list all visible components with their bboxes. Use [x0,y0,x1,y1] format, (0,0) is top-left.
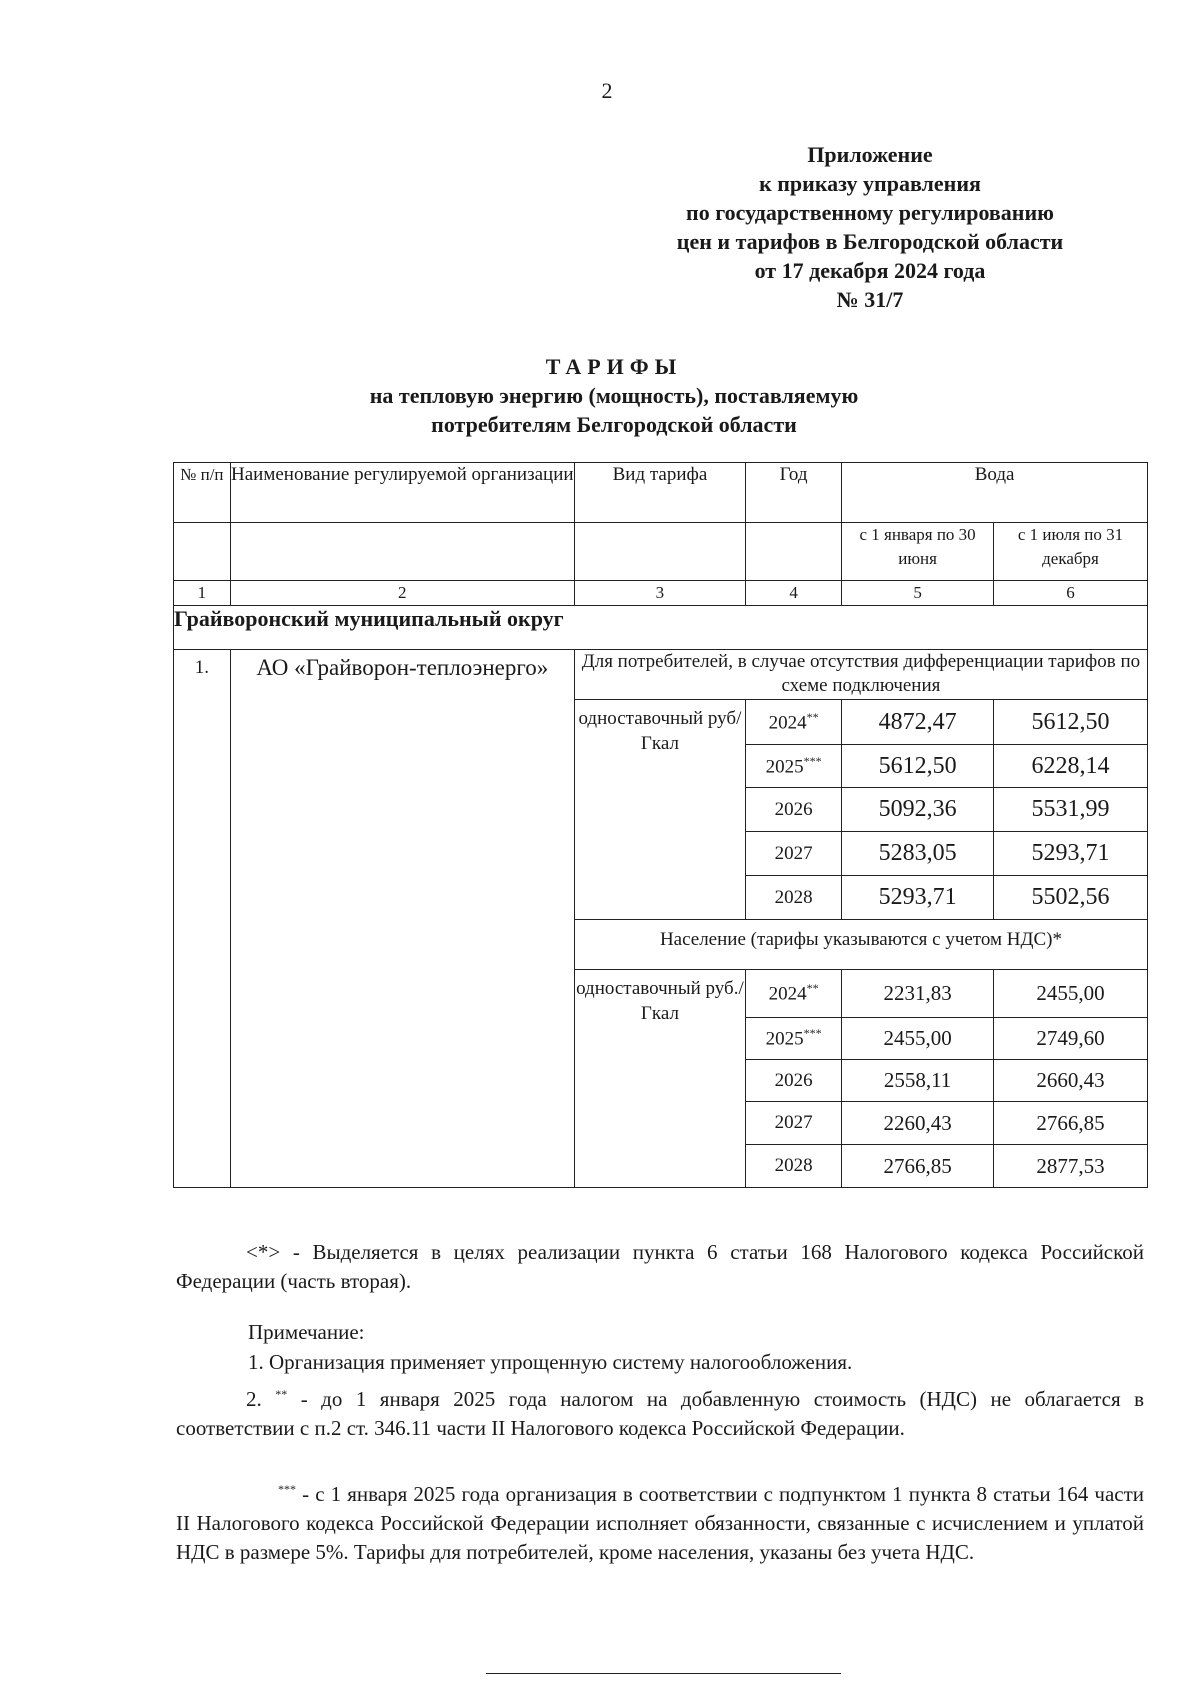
year-cell [745,700,841,745]
note-item-3-text: - с 1 января 2025 года организация в соответствии с подпунктом 1 пункта 8 статьи 164 части II Налогового кодекса Российской Федерации исполняет обязанности, связанные с исчислением и уплатой НДС в размере 5%. Тарифы для потребителей, кроме населения, указаны без учета НДС. [176,1482,1145,1564]
note-item-2 [176,1380,1144,1443]
tariff-type-cell: одноставочный руб/Гкал [574,700,745,920]
tariff-value-h1: 2231,83 [842,970,994,1018]
header-empty-cell [574,523,745,581]
appendix-line: цен и тарифов в Белгородской области [676,229,1064,254]
tariff-value-h2: 2877,53 [993,1145,1147,1188]
group-title: Население (тарифы указываются с учетом НДС)* [574,920,1147,970]
tariff-value-h2: 5531,99 [993,788,1147,832]
year-cell [745,1060,841,1102]
year-cell [745,1018,841,1060]
header-empty-cell [745,523,841,581]
tariff-value-h2: 6228,14 [993,745,1147,788]
year-value: 2026 [774,798,813,820]
title-subtitle: на тепловую энергию (мощность), поставляемую [369,383,859,408]
year-value: 2025 [765,1028,804,1050]
appendix-line: № 31/7 [836,287,904,312]
year-value: 2028 [774,886,813,908]
col-number: 2 [230,581,574,606]
tariff-value-h2: 5293,71 [993,832,1147,876]
note-item-1: 1. Организация применяет упрощенную систему налогообложения. [248,1350,853,1374]
note-item-2-number: 2. [246,1387,262,1411]
col-number: 6 [993,581,1147,606]
appendix-line: по государственному регулированию [686,200,1054,225]
row-number: 1. [174,650,231,1188]
section-title: Грайворонский муниципальный округ [174,606,1148,650]
col-number: 3 [574,581,745,606]
year-cell [745,745,841,788]
document-title [0,352,1200,439]
header-empty-cell [174,523,231,581]
note-item-2-text: - до 1 января 2025 года налогом на добавленную стоимость (НДС) не облагается в соответствии с п.2 ст. 346.11 части II Налогового кодекса Российской Федерации. [176,1387,1145,1440]
tariff-value-h2: 2455,00 [993,970,1147,1018]
tariff-value-h1: 5293,71 [842,876,994,920]
year-cell [745,1102,841,1145]
tariff-table [173,462,1148,1188]
year-value: 2028 [774,1155,813,1176]
footnote-mark: *** [278,1482,296,1496]
tariff-value-h2: 5612,50 [993,700,1147,745]
organization-name: АО «Грайворон-теплоэнерго» [230,650,574,1188]
year-cell [745,788,841,832]
appendix-line: к приказу управления [759,171,981,196]
year-cell [745,832,841,876]
header-period-1: с 1 января по 30 июня [842,523,994,581]
title-main: ТАРИФЫ [545,354,683,379]
col-number: 4 [745,581,841,606]
vat-footnote: <*> - Выделяется в целях реализации пункта 6 статьи 168 Налогового кодекса Российской Федерации (часть вторая). [176,1240,1144,1293]
tariff-value-h1: 2558,11 [842,1060,994,1102]
year-value: 2025 [765,756,804,778]
tariff-value-h1: 2766,85 [842,1145,994,1188]
tariff-value-h1: 4872,47 [842,700,994,745]
year-cell [745,1145,841,1188]
footnote-mark: ** [275,1387,288,1401]
footnote-mark: *** [803,753,822,768]
year-value: 2024 [768,712,807,734]
tariff-value-h1: 5612,50 [842,745,994,788]
tariff-value-h2: 2766,85 [993,1102,1147,1145]
tariff-value-h1: 5283,05 [842,832,994,876]
year-value: 2024 [768,983,807,1005]
header-tariff-type: Вид тарифа [574,463,745,523]
year-cell [745,970,841,1018]
header-water: Вода [842,463,1148,523]
note-item-3 [176,1475,1144,1567]
year-value: 2027 [774,842,813,864]
title-subtitle: потребителям Белгородской области [431,412,797,437]
footnote-mark: ** [806,709,819,724]
appendix-line: Приложение [807,142,933,167]
tariff-value-h1: 2260,43 [842,1102,994,1145]
header-org: Наименование регулируемой организации [230,463,574,523]
tariff-type-cell: одноставочный руб./Гкал [574,970,745,1188]
footnote-mark: *** [803,1026,822,1041]
tariff-value-h2: 2660,43 [993,1060,1147,1102]
year-value: 2027 [774,1112,813,1133]
appendix-line: от 17 декабря 2024 года [754,258,986,283]
appendix-header [640,140,1100,314]
header-period-2: с 1 июля по 31 декабря [993,523,1147,581]
footnote-mark: ** [806,981,819,996]
header-empty-cell [230,523,574,581]
notes-title: Примечание: [248,1320,365,1344]
tariff-value-h2: 5502,56 [993,876,1147,920]
col-number: 1 [174,581,231,606]
header-year: Год [745,463,841,523]
bottom-divider [486,1673,841,1674]
group-title: Для потребителей, в случае отсутствия дифференциации тарифов по схеме подключения [574,650,1147,700]
tariff-value-h1: 2455,00 [842,1018,994,1060]
tariff-value-h2: 2749,60 [993,1018,1147,1060]
header-num: № п/п [174,463,231,523]
col-number: 5 [842,581,994,606]
page-number: 2 [601,78,613,103]
year-value: 2026 [774,1069,813,1091]
tariff-value-h1: 5092,36 [842,788,994,832]
year-cell [745,876,841,920]
